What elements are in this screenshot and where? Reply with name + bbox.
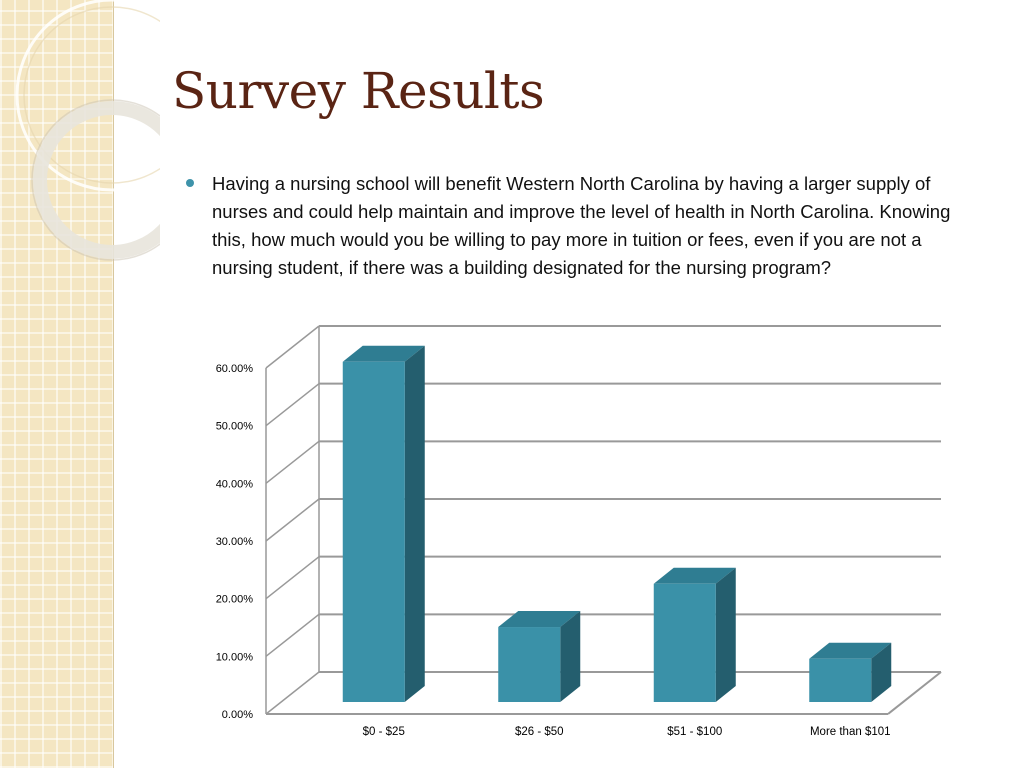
y-tick-label: 30.00% <box>215 536 253 548</box>
y-tick-label: 50.00% <box>215 420 253 433</box>
y-tick-label: 60.00% <box>215 363 253 375</box>
floor-right-edge <box>888 672 941 714</box>
x-tick-label: $51 - $100 <box>667 726 723 738</box>
gridline-side <box>266 384 319 426</box>
bar <box>654 584 716 702</box>
gridline-side <box>266 672 319 714</box>
x-tick-label: $0 - $25 <box>362 726 405 738</box>
x-tick-label: $26 - $50 <box>514 726 564 738</box>
survey-question-text: Having a nursing school will benefit Western North Carolina by having a larger supply of nurses and could help maintain and improve the level of health in North Carolina. Knowing this, how much would you be willing to pay more in tuition or fees, even if you are not a nursing student, if there was a building designated for the nursing program? <box>212 173 951 278</box>
bar-side <box>405 346 425 702</box>
gridline-side <box>266 499 319 541</box>
bar <box>809 659 871 702</box>
bar <box>498 627 560 702</box>
gridline-side <box>266 326 319 368</box>
gridline-side <box>266 557 319 599</box>
x-tick-label: More than $101 <box>809 726 891 738</box>
gridline-side <box>266 441 319 483</box>
bar-side <box>560 611 580 702</box>
y-tick-label: 10.00% <box>215 651 253 664</box>
bar-side <box>716 568 736 702</box>
bar <box>343 362 405 702</box>
gridline-side <box>266 614 319 656</box>
y-tick-label: 40.00% <box>215 478 253 491</box>
slide-title: Survey Results <box>172 62 545 120</box>
y-tick-label: 20.00% <box>215 593 253 606</box>
y-tick-label: 0.00% <box>221 709 253 721</box>
